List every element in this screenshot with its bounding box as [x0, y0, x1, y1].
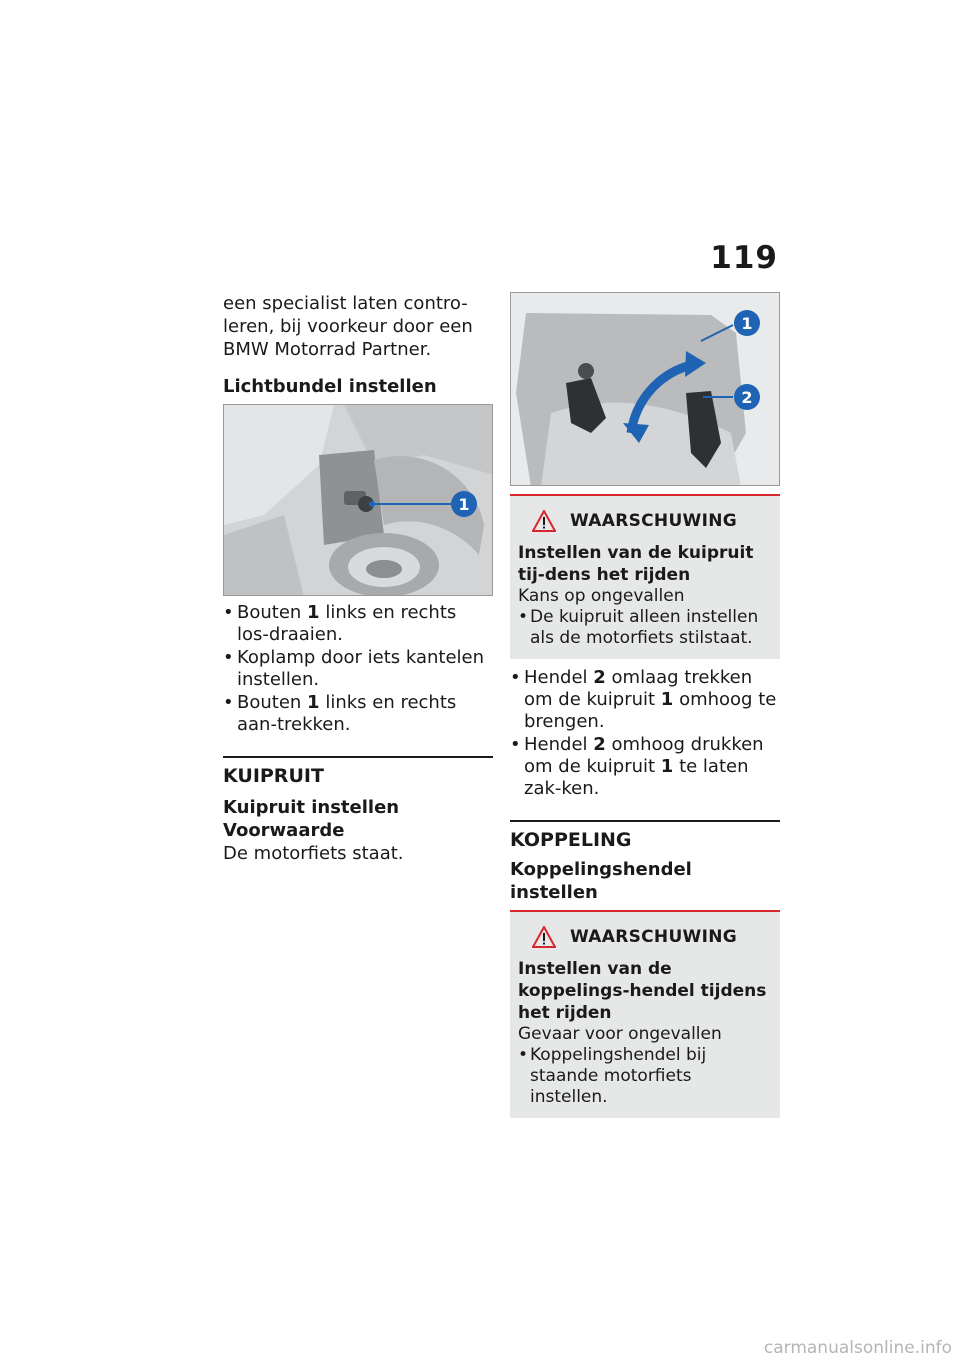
warning-heading: Instellen van de koppelings-hendel tijdens het rijden — [518, 959, 767, 1023]
windscreen-heading: Kuipruit instellen — [223, 797, 400, 818]
beam-steps-list — [223, 602, 485, 736]
bullet-dot: • — [518, 607, 529, 627]
warning-heading: Instellen van de kuipruit tij-dens het rijden — [518, 543, 754, 585]
precondition-text: De motorfiets staat. — [223, 843, 404, 864]
bullet-dot: • — [223, 647, 234, 668]
warning-risk: Gevaar voor ongevallen — [518, 1024, 722, 1044]
left-column — [223, 292, 507, 865]
warning-box-windscreen — [510, 494, 780, 659]
warning-header — [518, 926, 772, 948]
warning-box-clutch — [510, 910, 780, 1118]
list-item: • Koplamp door iets kantelen instellen. — [223, 647, 485, 690]
fig1-callout-1: 1 — [458, 495, 470, 514]
warning-list — [518, 607, 772, 649]
beam-heading: Lichtbundel instellen — [223, 376, 437, 397]
bullet-dot: • — [510, 667, 521, 688]
warning-header — [518, 510, 772, 532]
warning-risk: Kans op ongevallen — [518, 586, 685, 606]
warning-list — [518, 1045, 772, 1108]
fig2-callout-2: 2 — [741, 388, 753, 407]
windscreen-illustration — [511, 293, 780, 486]
warning-triangle-icon — [532, 510, 556, 532]
precondition-label: Voorwaarde — [223, 820, 345, 841]
list-item: • Koppelingshendel bij staande motorfiets instellen. — [518, 1045, 707, 1107]
warning-title: WAARSCHUWING — [570, 511, 738, 531]
bullet-dot: • — [223, 602, 234, 623]
fig2-callout-1: 1 — [741, 314, 753, 333]
right-column — [510, 292, 780, 1118]
headlight-illustration — [224, 405, 493, 596]
section-title-koppeling: KOPPELING — [510, 820, 780, 852]
bullet-dot: • — [518, 1045, 529, 1065]
headlight-figure — [223, 404, 493, 596]
windscreen-figure — [510, 292, 780, 486]
intro-text: een specialist laten contro-leren, bij voorkeur door een BMW Motorrad Partner. — [223, 293, 473, 360]
list-item: • Bouten 1 links en rechts aan-trekken. — [223, 692, 457, 735]
list-item: • Hendel 2 omlaag trekken om de kuipruit 1 omhoog te brengen. — [510, 667, 777, 732]
list-item: • De kuipruit alleen instellen als de motorfiets stilstaat. — [518, 607, 759, 648]
warning-triangle-icon — [532, 926, 556, 948]
clutch-heading: Koppelingshendel instellen — [510, 859, 692, 903]
page-number: 119 — [710, 240, 778, 276]
windscreen-steps-list — [510, 667, 780, 800]
warning-title: WAARSCHUWING — [570, 927, 738, 947]
section-title-kuipruit: KUIPRUIT — [223, 756, 493, 788]
bullet-dot: • — [223, 692, 234, 713]
watermark: carmanualsonline.info — [763, 1338, 952, 1358]
list-item: • Hendel 2 omhoog drukken om de kuipruit 1 te laten zak-ken. — [510, 734, 764, 799]
bullet-dot: • — [510, 734, 521, 755]
list-item: • Bouten 1 links en rechts los-draaien. — [223, 602, 457, 645]
